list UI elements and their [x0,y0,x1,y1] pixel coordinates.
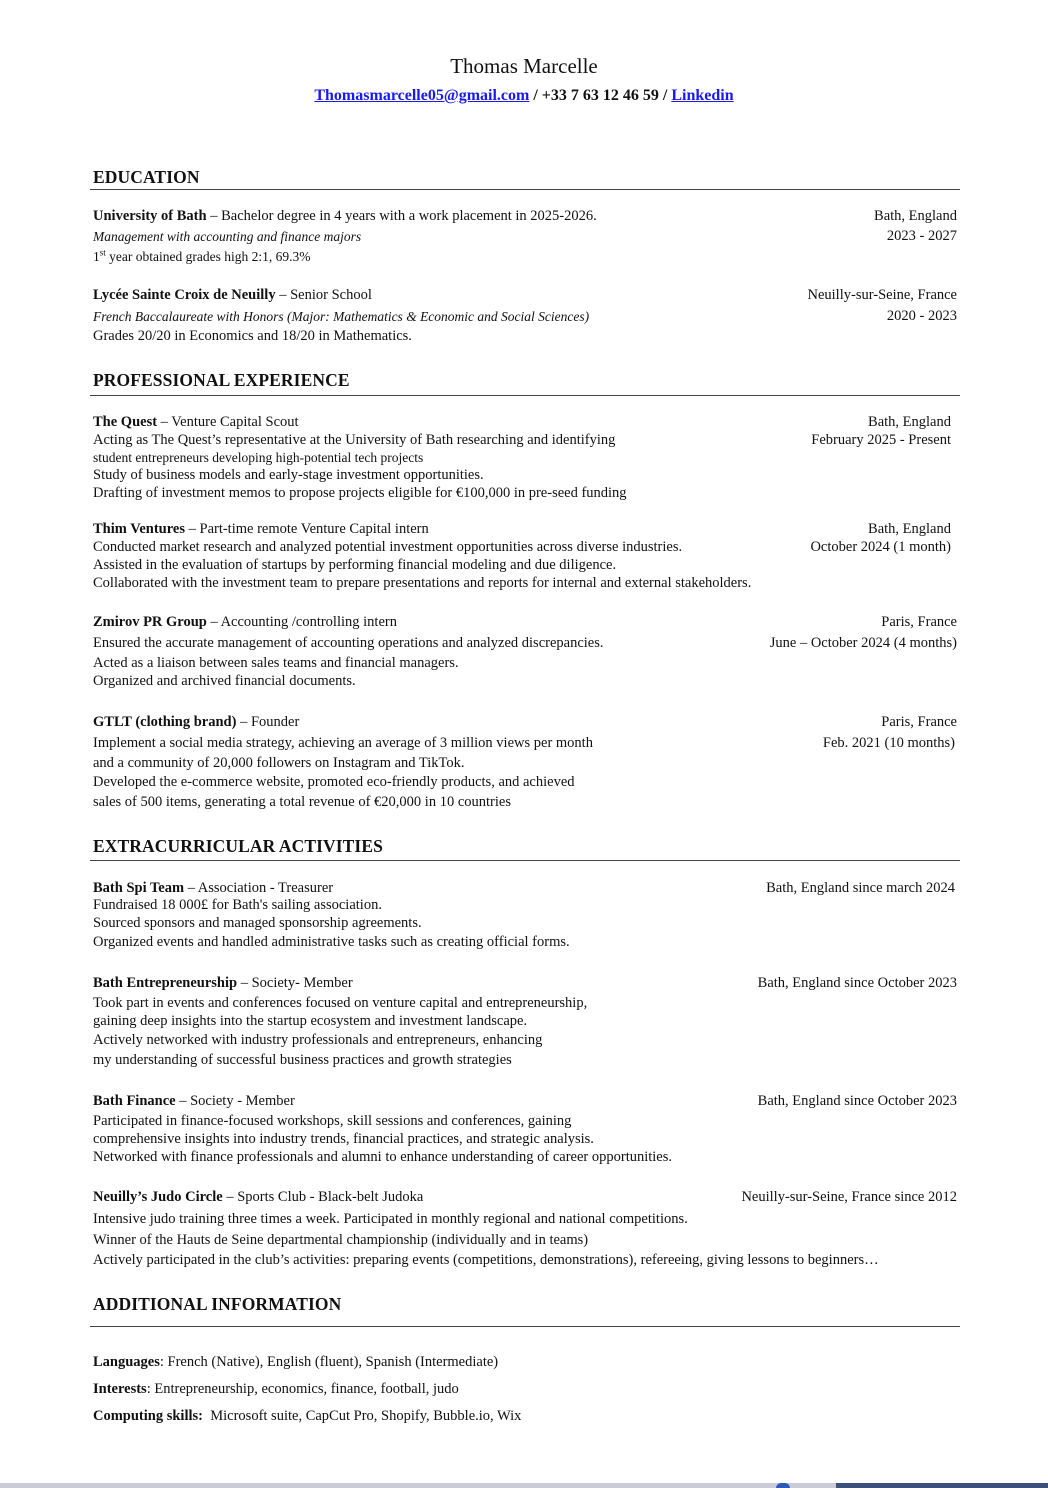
exp-quest-line: Acting as The Quest’s representative at the University of Bath researching and identifying [93,432,616,448]
degree-desc: – Bachelor degree in 4 years with a work placement in 2025-2026. [206,208,597,224]
act-finance-line: comprehensive insights into industry trends, financial practices, and strategic analysis. [93,1131,594,1147]
edu-lycee-location: Neuilly-sur-Seine, France [807,287,957,303]
act-spi-title [93,880,333,897]
linkedin-link[interactable]: Linkedin [671,87,734,104]
act-entre-location: Bath, England since October 2023 [757,975,957,991]
org-name: Lycée Sainte Croix de Neuilly [93,287,276,303]
role-text: – Society- Member [237,975,353,991]
edu-bath-majors: Management with accounting and finance majors [93,229,362,244]
computing-label: Computing skills: [93,1408,203,1424]
org-name: The Quest [93,414,158,430]
languages-label: Languages [93,1354,160,1370]
edu-bath-grades [93,249,310,265]
interests-value: : Entrepreneurship, economics, finance, football, judo [146,1381,459,1397]
exp-thim-line: Conducted market research and analyzed potential investment opportunities across diverse industries. [93,539,683,555]
act-finance-location: Bath, England since October 2023 [757,1093,957,1109]
edu-bath-dates: 2023 - 2027 [886,228,957,244]
act-entre-line: Actively networked with industry professionals and entrepreneurs, enhancing [93,1032,543,1048]
act-entre-line: my understanding of successful business practices and growth strategies [93,1052,512,1068]
email-link[interactable]: Thomasmarcelle05@gmail.com [314,87,530,104]
role-text: – Founder [236,714,300,730]
contact-line [0,87,1048,105]
exp-gtlt-line: sales of 500 items, generating a total revenue of €20,000 in 10 countries [93,794,511,810]
act-spi-line: Fundraised 18 000£ for Bath's sailing association. [93,897,382,913]
act-judo-line: Winner of the Hauts de Seine departmental championship (individually and in teams) [93,1232,589,1248]
act-entre-line: Took part in events and conferences focused on venture capital and entrepreneurship, [93,995,588,1011]
exp-thim-line: Assisted in the evaluation of startups by performing financial modeling and due diligence. [93,557,617,573]
experience-heading: PROFESSIONAL EXPERIENCE [93,370,350,390]
exp-zmirov-title [93,614,397,631]
act-judo-line: Actively participated in the club’s activities: preparing events (competitions, demonstrations), refereeing, giving lessons to beginners… [93,1252,879,1268]
edu-lycee-dates: 2020 - 2023 [886,308,957,324]
exp-zmirov-line: Ensured the accurate management of accounting operations and analyzed discrepancies. [93,635,604,651]
year-number: 1 [93,249,100,264]
role-text: – Sports Club - Black-belt Judoka [222,1189,424,1205]
edu-lycee-title [93,287,372,304]
org-name: Zmirov PR Group [93,614,207,630]
exp-gtlt-line: Developed the e-commerce website, promoted eco-friendly products, and achieved [93,774,575,790]
languages-value: : French (Native), English (fluent), Spanish (Intermediate) [159,1354,499,1370]
exp-gtlt-line: and a community of 20,000 followers on Instagram and TikTok. [93,755,465,771]
org-name: Bath Finance [93,1093,176,1109]
extracurricular-heading: EXTRACURRICULAR ACTIVITIES [93,836,383,856]
exp-gtlt-title [93,714,299,731]
act-spi-line: Sourced sponsors and managed sponsorship agreements. [93,915,422,931]
act-judo-line: Intensive judo training three times a week. Participated in monthly regional and national competitions. [93,1211,688,1227]
exp-zmirov-location: Paris, France [881,614,957,630]
act-spi-line: Organized events and handled administrative tasks such as creating official forms. [93,934,570,950]
org-name: Bath Entrepreneurship [93,975,238,991]
org-name: Neuilly’s Judo Circle [93,1189,223,1205]
exp-zmirov-line: Acted as a liaison between sales teams and financial managers. [93,655,459,671]
exp-zmirov-line: Organized and archived financial documents. [93,673,356,689]
exp-quest-line: student entrepreneurs developing high-potential tech projects [93,450,424,465]
org-name: University of Bath [93,208,207,224]
org-name: Thim Ventures [93,521,185,537]
exp-gtlt-dates: Feb. 2021 (10 months) [822,735,955,751]
computing-line [93,1408,521,1425]
exp-quest-title [93,414,299,431]
exp-thim-title [93,521,429,538]
section-divider [90,395,960,396]
education-heading: EDUCATION [93,167,200,187]
computing-value: Microsoft suite, CapCut Pro, Shopify, Bubble.io, Wix [203,1408,522,1424]
exp-quest-line: Drafting of investment memos to propose projects eligible for €100,000 in pre-seed funding [93,485,627,501]
window-bottom-bar [0,1483,1048,1488]
year-suffix: st [99,247,106,258]
exp-quest-line: Study of business models and early-stage investment opportunities. [93,467,484,483]
act-judo-title [93,1189,423,1206]
act-entre-line: gaining deep insights into the startup ecosystem and investment landscape. [93,1013,528,1029]
interests-label: Interests [93,1381,147,1397]
additional-heading: ADDITIONAL INFORMATION [93,1294,342,1314]
edu-lycee-grades: Grades 20/20 in Economics and 18/20 in Mathematics. [93,328,412,344]
grades-text: year obtained grades high 2:1, 69.3% [105,249,311,264]
exp-zmirov-dates: June – October 2024 (4 months) [769,635,957,651]
act-entre-title [93,975,353,992]
act-finance-line: Networked with finance professionals and alumni to enhance understanding of career opportunities. [93,1149,673,1165]
act-judo-location: Neuilly-sur-Seine, France since 2012 [741,1189,957,1205]
act-finance-title [93,1093,295,1110]
role-text: – Society - Member [175,1093,295,1109]
exp-quest-dates: February 2025 - Present [811,432,951,448]
role-text: – Part-time remote Venture Capital intern [185,521,429,537]
role-text: – Association - Treasurer [184,880,334,896]
bar-accent [776,1483,790,1488]
section-divider [90,189,960,190]
candidate-name: Thomas Marcelle [450,54,598,78]
edu-lycee-bac: French Baccalaureate with Honors (Major: Mathematics & Economic and Social Sciences) [93,309,590,324]
section-divider [90,1326,960,1327]
org-name: GTLT (clothing brand) [93,714,237,730]
exp-quest-location: Bath, England [868,414,951,430]
edu-bath-title [93,208,597,225]
exp-thim-dates: October 2024 (1 month) [810,539,951,555]
act-finance-line: Participated in finance-focused workshops, skill sessions and conferences, gaining [93,1113,572,1129]
exp-thim-location: Bath, England [868,521,951,537]
school-desc: – Senior School [275,287,372,303]
bar-segment [836,1483,1048,1488]
org-name: Bath Spi Team [93,880,185,896]
phone-text: / +33 7 63 12 46 59 / [529,87,672,104]
role-text: – Venture Capital Scout [157,414,299,430]
interests-line [93,1381,459,1398]
act-spi-location: Bath, England since march 2024 [766,880,955,896]
role-text: – Accounting /controlling intern [206,614,397,630]
exp-gtlt-location: Paris, France [881,714,957,730]
exp-gtlt-line: Implement a social media strategy, achieving an average of 3 million views per month [93,735,593,751]
section-divider [90,860,960,861]
exp-thim-line: Collaborated with the investment team to prepare presentations and reports for internal and external stakeholders. [93,575,752,591]
languages-line [93,1354,498,1371]
edu-bath-location: Bath, England [874,208,957,224]
